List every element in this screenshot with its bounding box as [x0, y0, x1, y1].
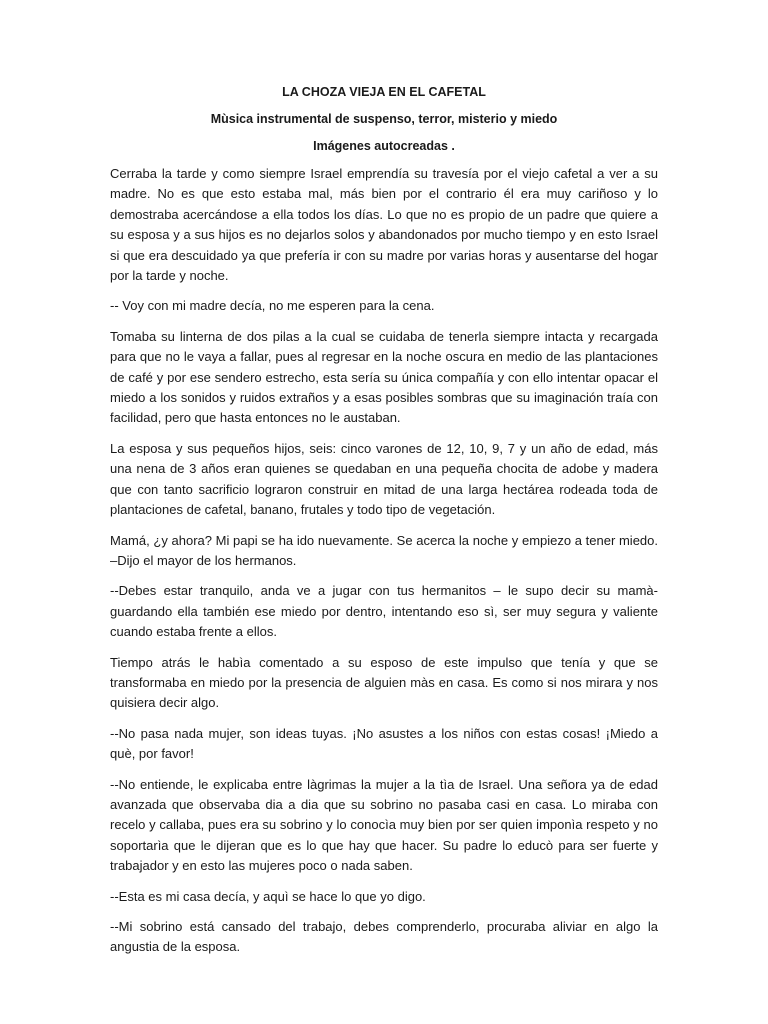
paragraph: -- Voy con mi madre decía, no me esperen para la cena. — [110, 298, 435, 314]
paragraph: La esposa y sus pequeños hijos, seis: cinco varones de 12, 10, 9, 7 y un año de edad, más una nena de 3 años eran quienes se quedaban en una pequeña chocita de adobe y madera que con tanto sacrificio lograron construir en mitad de una larga hectárea rodeada toda de plantaciones de cafetal, banano, frutales y todo tipo de vegetación. — [110, 440, 658, 518]
document-page — [110, 84, 658, 968]
paragraph: --No pasa nada mujer, son ideas tuyas. ¡No asustes a los niños con estas cosas! ¡Miedo a què, por favor! — [110, 725, 658, 762]
paragraph: Cerraba la tarde y como siempre Israel emprendía su travesía por el viejo cafetal a ver a su madre. No es que esto estaba mal, más bien por el contrario él era muy cariñoso y lo demostraba acercándose a ella todos los días. Lo que no es propio de un padre que quiere a su esposa y a sus hijos es no dejarlos solos y abandonados por mucho tiempo y en esto Israel si que era descuidado ya que prefería ir con su madre por varias horas y ausentarse del hogar por la tarde y noche. — [110, 166, 658, 284]
paragraph: --No entiende, le explicaba entre làgrimas la mujer a la tìa de Israel. Una señora ya de edad avanzada que observaba dia a dia que su sobrino no pasaba casi en casa. Lo miraba con recelo y callaba, pues era su sobrino y lo conocìa muy bien por ser quien imponìa respeto y no soportarìa que le dijeran que es lo que hay que hacer. Su padre lo educò para ser fuerte y trabajador y en esto las mujeres poco o nada saben. — [110, 776, 658, 874]
document-title: LA CHOZA VIEJA EN EL CAFETAL — [282, 85, 486, 99]
paragraph: Mamá, ¿y ahora? Mi papi se ha ido nuevamente. Se acerca la noche y empiezo a tener miedo. –Dijo el mayor de los hermanos. — [110, 532, 658, 568]
paragraph: Tiempo atrás le habìa comentado a su esposo de este impulso que tenía y que se transformaba en miedo por la presencia de alguien màs en casa. Es como si nos mirara y nos quisiera decir algo. — [110, 654, 658, 711]
paragraph: --Mi sobrino está cansado del trabajo, debes comprenderlo, procuraba aliviar en algo la angustia de la esposa. — [110, 919, 658, 955]
paragraph: --Esta es mi casa decía, y aquì se hace lo que yo digo. — [110, 888, 426, 904]
paragraph: Tomaba su linterna de dos pilas a la cual se cuidaba de tenerla siempre intacta y recargada para que no le vaya a fallar, pues al regresar en la noche oscura en medio de las plantaciones de café y por ese sendero estrecho, esta sería su única compañía y con ello intentar opacar el miedo a los sonidos y ruidos extraños y a esas posibles sombras que su imaginación traía con facilidad, pero que hasta entonces no le austaban. — [110, 328, 658, 426]
image-credit: Imágenes autocreadas . — [313, 139, 455, 153]
paragraph: --Debes estar tranquilo, anda ve a jugar con tus hermanitos – le supo decir su mamà- guardando ella también ese miedo por dentro, intentando eso sì, ser muy segura y valiente cuando estaba frente a ellos. — [110, 583, 658, 640]
document-subtitle: Mùsica instrumental de suspenso, terror, misterio y miedo — [210, 112, 558, 126]
